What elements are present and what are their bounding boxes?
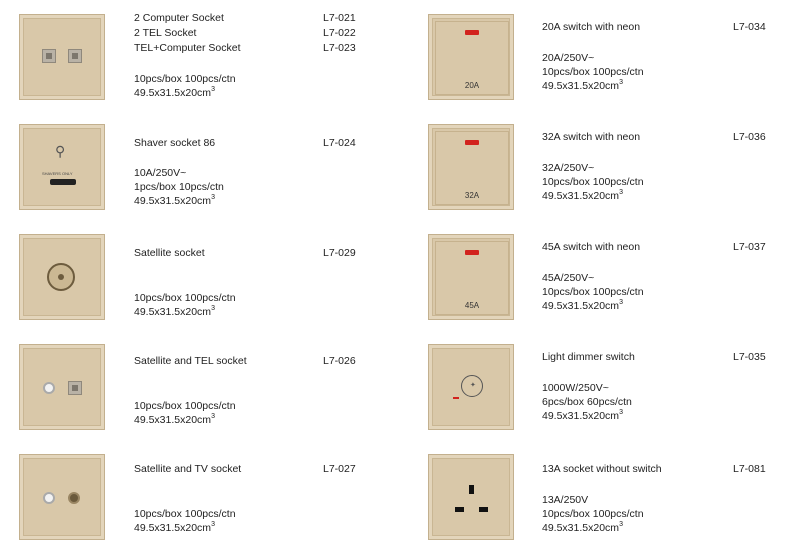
product-code: L7-037 — [733, 241, 766, 253]
neon-indicator — [465, 250, 479, 255]
product-name: 13A socket without switch — [542, 463, 662, 475]
product-name: 32A switch with neon — [542, 131, 641, 143]
switch-with-neon-icon — [428, 14, 514, 100]
shaver-socket-icon — [19, 124, 105, 210]
packing-spec: 10pcs/box 100pcs/ctn — [542, 286, 644, 298]
rating-spec: 1000W/250V~ — [542, 382, 609, 394]
product-code: L7-036 — [733, 131, 766, 143]
rating-spec: 10A/250V~ — [134, 167, 187, 179]
satellite-connector-icon — [19, 234, 105, 320]
product-code: L7-081 — [733, 463, 766, 475]
rating-spec: 13A/250V — [542, 494, 589, 506]
product-name: TEL+Computer Socket — [134, 42, 241, 54]
shaver-symbol-icon: ⚲ — [55, 143, 66, 159]
rj11-port — [68, 381, 82, 395]
uk-13a-socket-icon — [428, 454, 514, 540]
satellite-tv-socket-icon — [19, 454, 105, 540]
dimensions-spec: $49.5x31.5x20cm^3$ — [542, 78, 623, 92]
product-code: L7-024 — [323, 137, 356, 149]
dimensions-spec: $49.5x31.5x20cm^3$ — [134, 304, 215, 318]
plate-rating-label: 20A — [464, 81, 480, 90]
rating-spec: 45A/250V~ — [542, 272, 595, 284]
product-name: 20A switch with neon — [542, 21, 641, 33]
f-connector — [47, 263, 75, 291]
rj45-port — [68, 49, 82, 63]
rating-spec: 32A/250V~ — [542, 162, 595, 174]
packing-spec: 1pcs/box 10pcs/ctn — [134, 181, 224, 193]
bulb-icon: ✦ — [470, 382, 476, 389]
dimensions-spec: $49.5x31.5x20cm^3$ — [134, 412, 215, 426]
dimensions-spec: $49.5x31.5x20cm^3$ — [542, 520, 623, 534]
rj45-port — [42, 49, 56, 63]
live-slot — [455, 507, 464, 512]
packing-spec: 6pcs/box 60pcs/ctn — [542, 396, 632, 408]
coax-port — [43, 382, 55, 394]
dimensions-spec: $49.5x31.5x20cm^3$ — [134, 520, 215, 534]
packing-spec: 10pcs/box 100pcs/ctn — [134, 400, 236, 412]
rating-spec: 20A/250V~ — [542, 52, 595, 64]
packing-spec: 10pcs/box 100pcs/ctn — [134, 508, 236, 520]
product-code: L7-023 — [323, 42, 356, 54]
dimensions-spec: $49.5x31.5x20cm^3$ — [134, 193, 215, 207]
product-name: Satellite socket — [134, 247, 205, 259]
shaver-pin-holes — [50, 179, 76, 185]
dimmer-knob-icon — [428, 344, 514, 430]
dimensions-spec: $49.5x31.5x20cm^3$ — [542, 188, 623, 202]
dimmer-indicator — [453, 397, 459, 399]
plate-rating-label: 45A — [464, 301, 480, 310]
product-code: L7-029 — [323, 247, 356, 259]
product-name: 2 TEL Socket — [134, 27, 197, 39]
product-name: 45A switch with neon — [542, 241, 641, 253]
earth-slot — [469, 485, 474, 494]
switch-with-neon-icon — [428, 234, 514, 320]
neon-indicator — [465, 30, 479, 35]
satellite-tel-socket-icon — [19, 344, 105, 430]
neutral-slot — [479, 507, 488, 512]
packing-spec: 10pcs/box 100pcs/ctn — [542, 508, 644, 520]
dimensions-spec: $49.5x31.5x20cm^3$ — [542, 298, 623, 312]
plate-rating-label: 32A — [464, 191, 480, 200]
coax-port — [43, 492, 55, 504]
packing-spec: 10pcs/box 100pcs/ctn — [134, 73, 236, 85]
product-name: Shaver socket 86 — [134, 137, 216, 149]
dimensions-spec: $49.5x31.5x20cm^3$ — [542, 408, 623, 422]
product-name: Satellite and TV socket — [134, 463, 242, 475]
product-code: L7-026 — [323, 355, 356, 367]
tv-port — [68, 492, 80, 504]
packing-spec: 10pcs/box 100pcs/ctn — [542, 66, 644, 78]
product-code: L7-034 — [733, 21, 766, 33]
packing-spec: 10pcs/box 100pcs/ctn — [542, 176, 644, 188]
product-code: L7-035 — [733, 351, 766, 363]
shaver-plate-label: SHAVERS ONLY — [42, 171, 73, 176]
dimensions-spec: $49.5x31.5x20cm^3$ — [134, 85, 215, 99]
product-code: L7-027 — [323, 463, 356, 475]
product-name: Light dimmer switch — [542, 351, 635, 363]
product-name: Satellite and TEL socket — [134, 355, 247, 367]
packing-spec: 10pcs/box 100pcs/ctn — [134, 292, 236, 304]
product-code: L7-022 — [323, 27, 356, 39]
switch-with-neon-icon — [428, 124, 514, 210]
neon-indicator — [465, 140, 479, 145]
product-code: L7-021 — [323, 12, 356, 24]
dual-data-socket-icon — [19, 14, 105, 100]
product-name: 2 Computer Socket — [134, 12, 224, 24]
